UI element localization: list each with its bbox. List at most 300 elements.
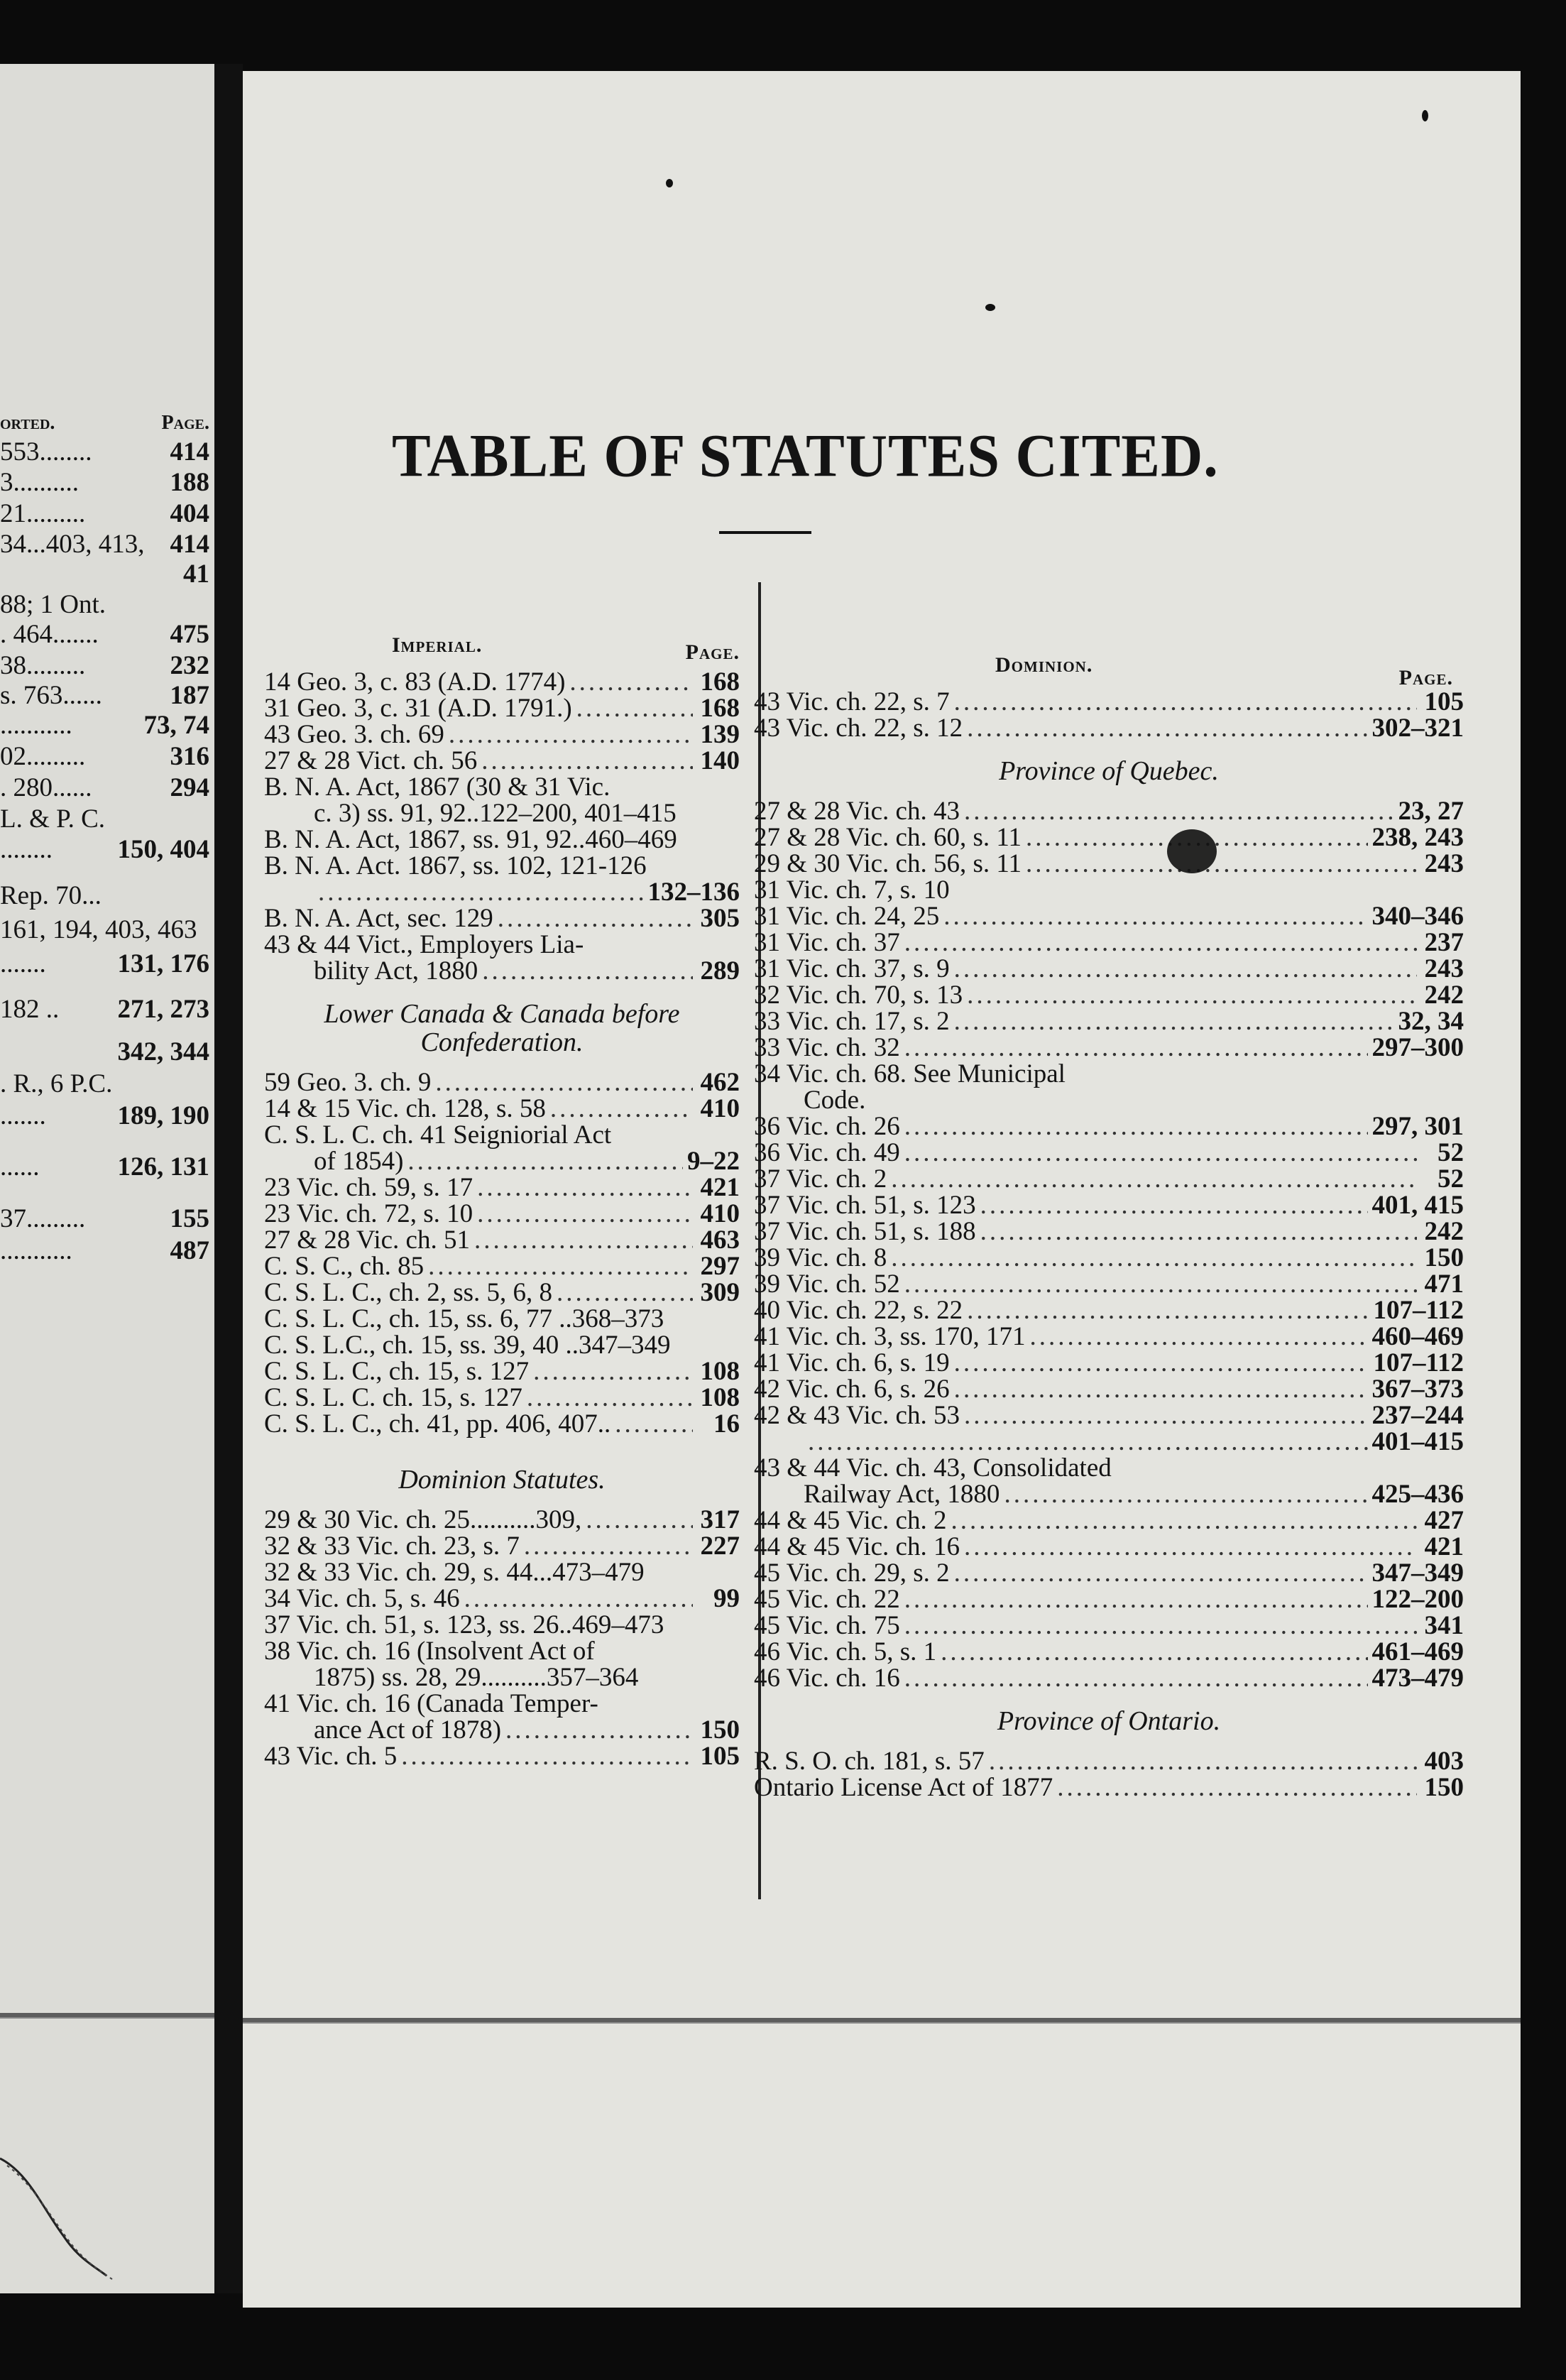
left-fragment-page: 131, 176 (117, 949, 209, 978)
page-number: 347–349 (1371, 1559, 1464, 1588)
page-number: 460–469 (1371, 1322, 1464, 1351)
citation-row (754, 1061, 1464, 1087)
leader-dots (586, 1507, 693, 1533)
citation-text: bility Act, 1880 (314, 956, 478, 986)
citation-text: 43 Vic. ch. 5 (264, 1742, 398, 1771)
citation-row (754, 1087, 1464, 1113)
citation-row (264, 1559, 740, 1585)
page-number: 243 (1424, 954, 1464, 983)
citation-row (754, 1271, 1464, 1297)
left-fragment-page: 232 (170, 651, 209, 680)
citation-row (264, 1174, 740, 1201)
citation-row (264, 1358, 740, 1385)
left-fragment-text: ........... (0, 1236, 72, 1265)
page-number: 410 (700, 1199, 740, 1228)
citation-row (754, 1586, 1464, 1612)
leader-dots (964, 798, 1394, 824)
page-number: 52 (1438, 1138, 1464, 1167)
citation-row (754, 1774, 1464, 1801)
page-bottom-rule (243, 2018, 1521, 2024)
citation-text: B. N. A. Act, sec. 129 (264, 904, 493, 933)
leader-dots (318, 879, 644, 905)
leader-dots (964, 1534, 1417, 1560)
ink-blot (1167, 829, 1217, 873)
citation-text: B. N. A. Act, 1867 (30 & 31 Vic. (264, 773, 610, 802)
page-label: Page. (1398, 666, 1453, 689)
citation-text: Ontario License Act of 1877 (754, 1773, 1053, 1802)
leader-dots (1030, 1323, 1368, 1350)
citation-row (754, 824, 1464, 851)
leader-dots (904, 1140, 1417, 1166)
leader-dots (904, 1113, 1368, 1140)
citation-text: 29 & 30 Vic. ch. 25..........309, (264, 1505, 582, 1534)
page-number: 140 (700, 746, 740, 775)
page-number: 150 (1424, 1243, 1464, 1272)
leader-dots (482, 958, 693, 984)
citation-row (264, 748, 740, 774)
citation-row (754, 982, 1464, 1008)
page-number: 289 (700, 956, 740, 986)
leader-dots (464, 1585, 693, 1612)
dominion-list (754, 689, 1464, 741)
page-number: 367–373 (1371, 1375, 1464, 1404)
leader-dots (904, 1271, 1417, 1297)
citation-text: Railway Act, 1880 (804, 1480, 1000, 1509)
citation-text: 27 & 28 Vic. ch. 60, s. 11 (754, 823, 1022, 852)
leader-dots (967, 1297, 1369, 1323)
left-fragment-page: 126, 131 (117, 1152, 209, 1181)
citation-text: 32 & 33 Vic. ch. 29, s. 44...473–479 (264, 1558, 645, 1587)
citation-row (264, 1096, 740, 1122)
citation-text: 31 Vic. ch. 7, s. 10 (754, 875, 950, 905)
citation-text: 31 Geo. 3, c. 31 (A.D. 1791.) (264, 694, 572, 723)
leader-dots (533, 1358, 693, 1385)
leader-dots (524, 1533, 693, 1559)
citation-row (264, 1279, 740, 1306)
leader-dots (954, 1350, 1369, 1376)
left-fragment-page: 188 (170, 468, 209, 497)
citation-text: C. S. L. C., ch. 41, pp. 406, 407.. (264, 1409, 611, 1439)
citation-row (264, 1533, 740, 1559)
citation-text: 43 Vic. ch. 22, s. 7 (754, 687, 950, 716)
citation-text: 43 & 44 Vict., Employers Lia- (264, 930, 584, 959)
left-fragment-page: 414 (170, 437, 209, 466)
citation-text: 45 Vic. ch. 29, s. 2 (754, 1559, 950, 1588)
left-fragment-text: 3.......... (0, 468, 79, 497)
citation-text: 41 Vic. ch. 16 (Canada Temper- (264, 1689, 598, 1718)
citation-text: C. S. L. C. ch. 15, s. 127 (264, 1383, 522, 1412)
citation-text: 42 Vic. ch. 6, s. 26 (754, 1375, 950, 1404)
imperial-list (264, 669, 740, 984)
citation-text: 14 Geo. 3, c. 83 (A.D. 1774) (264, 667, 566, 697)
left-fragment-page: 187 (170, 681, 209, 710)
left-fragment-page: 150, 404 (117, 835, 209, 864)
leader-dots (941, 1639, 1367, 1665)
left-column (264, 632, 740, 1769)
left-fragment-text: 182 .. (0, 995, 60, 1024)
leader-dots (498, 905, 693, 932)
leader-dots (550, 1096, 693, 1122)
left-fragment-text: 34...403, 413, (0, 530, 145, 559)
page-number: 317 (700, 1505, 740, 1534)
page-number: 340–346 (1371, 902, 1464, 931)
page-number: 425–436 (1371, 1480, 1464, 1509)
page-title: TABLE OF STATUTES CITED. (392, 421, 1219, 490)
citation-row (754, 1639, 1464, 1665)
citation-text: 32 Vic. ch. 70, s. 13 (754, 981, 963, 1010)
citation-row (264, 932, 740, 958)
citation-row (754, 1376, 1464, 1402)
citation-row (264, 1332, 740, 1358)
left-fragment-text: . 280...... (0, 773, 92, 802)
page-number: 297 (700, 1252, 740, 1281)
page-number: 462 (700, 1068, 740, 1097)
citation-text: 29 & 30 Vic. ch. 56, s. 11 (754, 849, 1022, 878)
citation-row (754, 689, 1464, 715)
dominion-statutes-list (264, 1507, 740, 1769)
leader-dots (954, 689, 1417, 715)
leader-dots (401, 1743, 693, 1769)
leader-dots (904, 1586, 1368, 1612)
citation-row (264, 1201, 740, 1227)
citation-text: 1875) ss. 28, 29..........357–364 (314, 1663, 639, 1692)
left-page-rule (0, 2013, 214, 2019)
citation-row (754, 1481, 1464, 1507)
leader-dots (904, 1612, 1417, 1639)
citation-row (264, 1691, 740, 1717)
left-fragment-page: 189, 190 (117, 1101, 209, 1130)
quebec-list (754, 798, 1464, 1691)
citation-row (754, 956, 1464, 982)
citation-text: 31 Vic. ch. 37 (754, 928, 900, 957)
citation-text: C. S. C., ch. 85 (264, 1252, 425, 1281)
left-fragment-page: 294 (170, 773, 209, 802)
citation-row (754, 1008, 1464, 1035)
citation-text: C. S. L. C., ch. 15, s. 127 (264, 1357, 530, 1386)
page-number: 341 (1424, 1611, 1464, 1640)
left-fragment-text: 38......... (0, 651, 86, 680)
leader-dots (808, 1429, 1368, 1455)
left-fragment-page: 487 (170, 1236, 209, 1265)
page-number: 150 (1424, 1773, 1464, 1802)
left-fragment-header-page: Page. (161, 412, 209, 434)
page-number: 9–22 (687, 1147, 740, 1176)
left-fragment-page: 73, 74 (143, 711, 209, 740)
citation-row (754, 1245, 1464, 1271)
leader-dots (576, 695, 693, 721)
leader-dots (615, 1411, 693, 1437)
citation-text: C. S. L.C., ch. 15, ss. 39, 40 ..347–349 (264, 1331, 671, 1360)
citation-row (754, 1402, 1464, 1429)
leader-dots (1057, 1774, 1417, 1801)
leader-dots (891, 1245, 1417, 1271)
citation-text: 38 Vic. ch. 16 (Insolvent Act of (264, 1637, 595, 1666)
leader-dots (477, 1174, 693, 1201)
citation-row (754, 1429, 1464, 1455)
citation-row (754, 1323, 1464, 1350)
citation-text: C. S. L. C., ch. 2, ss. 5, 6, 8 (264, 1278, 553, 1307)
citation-row (264, 1253, 740, 1279)
citation-text: 31 Vic. ch. 24, 25 (754, 902, 940, 931)
citation-row (264, 1743, 740, 1769)
citation-text: 45 Vic. ch. 75 (754, 1611, 900, 1640)
citation-text: 59 Geo. 3. ch. 9 (264, 1068, 432, 1097)
citation-text: 39 Vic. ch. 52 (754, 1270, 900, 1299)
citation-row (264, 879, 740, 905)
leader-dots (449, 721, 693, 748)
page-number: 52 (1438, 1164, 1464, 1194)
left-fragment-text: 161, 194, 403, 463 (0, 915, 197, 944)
citation-row (264, 1411, 740, 1437)
citation-text: 36 Vic. ch. 26 (754, 1112, 900, 1141)
citation-row (754, 1612, 1464, 1639)
book-spine-gutter (214, 64, 243, 2293)
page-number: 403 (1424, 1747, 1464, 1776)
citation-text: 41 Vic. ch. 6, s. 19 (754, 1348, 950, 1377)
citation-text: 45 Vic. ch. 22 (754, 1585, 900, 1614)
leader-dots (557, 1279, 693, 1306)
leader-dots (954, 1008, 1394, 1035)
citation-text: 41 Vic. ch. 3, ss. 170, 171 (754, 1322, 1026, 1351)
citation-row (754, 851, 1464, 877)
page-number: 108 (700, 1357, 740, 1386)
left-fragment-text: 02......... (0, 742, 86, 771)
left-fragment-page: 414 (170, 530, 209, 559)
citation-row (754, 1507, 1464, 1534)
citation-row (754, 1534, 1464, 1560)
page-number: 107–112 (1373, 1348, 1464, 1377)
citation-text: 34 Vic. ch. 5, s. 46 (264, 1584, 460, 1613)
citation-text: R. S. O. ch. 181, s. 57 (754, 1747, 985, 1776)
imperial-heading: Imperial. (392, 633, 483, 657)
page-number: 421 (700, 1173, 740, 1202)
leader-dots (943, 903, 1367, 929)
citation-text: C. S. L. C., ch. 15, ss. 6, 77 ..368–373 (264, 1304, 664, 1333)
page-number: 132–136 (647, 878, 740, 907)
citation-row (264, 1638, 740, 1664)
left-fragment-text: 21......... (0, 499, 86, 528)
citation-row (754, 877, 1464, 903)
citation-row (264, 721, 740, 748)
leader-dots (954, 1376, 1368, 1402)
left-fragment-text: 88; 1 Ont. (0, 590, 106, 619)
citation-text: 40 Vic. ch. 22, s. 22 (754, 1296, 963, 1325)
citation-row (754, 903, 1464, 929)
citation-text: 46 Vic. ch. 5, s. 1 (754, 1637, 937, 1666)
page-number: 243 (1424, 849, 1464, 878)
title-underline (719, 531, 811, 534)
left-fragment-text: L. & P. C. (0, 804, 106, 834)
left-fragment-page: 271, 273 (117, 995, 209, 1024)
leader-dots (954, 1560, 1368, 1586)
citation-text: 43 Geo. 3. ch. 69 (264, 720, 444, 749)
page-number: 168 (700, 694, 740, 723)
leader-dots (474, 1227, 693, 1253)
citation-row (754, 1113, 1464, 1140)
citation-row (264, 1612, 740, 1638)
leader-dots (477, 1201, 693, 1227)
citation-text: 42 & 43 Vic. ch. 53 (754, 1401, 960, 1430)
quebec-heading: Province of Quebec. (999, 756, 1219, 786)
left-fragment-text: ........... (0, 711, 72, 740)
citation-row (754, 1297, 1464, 1323)
left-fragment-text: ....... (0, 949, 46, 978)
citation-row (754, 1560, 1464, 1586)
citation-text: 31 Vic. ch. 37, s. 9 (754, 954, 950, 983)
page-number: 473–479 (1371, 1664, 1464, 1693)
ink-speck (1422, 110, 1428, 121)
left-fragment-page: 155 (170, 1204, 209, 1233)
imperial-column-header (264, 632, 740, 669)
citation-row (754, 1140, 1464, 1166)
left-fragment-text: ........ (0, 835, 53, 864)
citation-text: 37 Vic. ch. 51, s. 123, ss. 26..469–473 (264, 1610, 664, 1639)
page-number: 471 (1424, 1270, 1464, 1299)
leader-dots (1026, 851, 1417, 877)
dominion-heading: Dominion. (995, 653, 1093, 677)
page-number: 427 (1424, 1506, 1464, 1535)
leader-dots (904, 1665, 1368, 1691)
citation-text: 14 & 15 Vic. ch. 128, s. 58 (264, 1094, 546, 1123)
citation-row (754, 715, 1464, 741)
lower-canada-heading: Lower Canada & Canada before Confederation. (324, 999, 680, 1057)
citation-row (264, 800, 740, 826)
page-number: 150 (700, 1715, 740, 1745)
leader-dots (980, 1192, 1368, 1218)
page-number: 105 (700, 1742, 740, 1771)
citation-row (264, 1148, 740, 1174)
page-number: 99 (713, 1584, 740, 1613)
leader-dots (967, 715, 1367, 741)
citation-row (264, 774, 740, 800)
citation-text: 23 Vic. ch. 59, s. 17 (264, 1173, 473, 1202)
left-fragment-text: 553........ (0, 437, 92, 466)
leader-dots (980, 1218, 1417, 1245)
leader-dots (967, 982, 1417, 1008)
main-page (243, 71, 1521, 2308)
page-number: 463 (700, 1226, 740, 1255)
ontario-list (754, 1748, 1464, 1801)
leader-dots (904, 1035, 1368, 1061)
left-fragment-text: . R., 6 P.C. (0, 1069, 113, 1098)
page-number: 421 (1424, 1532, 1464, 1561)
citation-row (264, 958, 740, 984)
right-column (754, 652, 1464, 1801)
page-number: 305 (700, 904, 740, 933)
citation-text: 33 Vic. ch. 32 (754, 1033, 900, 1062)
ink-speck (666, 179, 673, 187)
citation-text: 37 Vic. ch. 51, s. 188 (754, 1217, 976, 1246)
left-fragment-text: Rep. 70... (0, 881, 102, 910)
citation-text: B. N. A. Act, 1867, ss. 91, 92..460–469 (264, 825, 677, 854)
citation-row (754, 1748, 1464, 1774)
citation-row (264, 826, 740, 853)
citation-text: 27 & 28 Vict. ch. 56 (264, 746, 478, 775)
citation-row (754, 798, 1464, 824)
left-fragment-page: 41 (183, 559, 209, 589)
page-number: 105 (1424, 687, 1464, 716)
page-number: 401–415 (1371, 1427, 1464, 1456)
ink-speck (985, 304, 995, 311)
page-number: 242 (1424, 1217, 1464, 1246)
citation-row (754, 1166, 1464, 1192)
citation-text: 46 Vic. ch. 16 (754, 1664, 900, 1693)
page-number: 297, 301 (1371, 1112, 1464, 1141)
dominion-column-header (754, 652, 1464, 689)
citation-row (264, 669, 740, 695)
citation-text: c. 3) ss. 91, 92..122–200, 401–415 (314, 799, 677, 828)
page-number: 168 (700, 667, 740, 697)
dominion-statutes-heading: Dominion Statutes. (398, 1465, 606, 1495)
page-number: 309 (700, 1278, 740, 1307)
leader-dots (527, 1385, 693, 1411)
citation-row (754, 1665, 1464, 1691)
citation-text: 34 Vic. ch. 68. See Municipal (754, 1059, 1066, 1088)
citation-text: 33 Vic. ch. 17, s. 2 (754, 1007, 950, 1036)
left-fragment-header-label: orted. (0, 412, 55, 434)
citation-text: 39 Vic. ch. 8 (754, 1243, 887, 1272)
page-number: 302–321 (1371, 714, 1464, 743)
page-number: 107–112 (1373, 1296, 1464, 1325)
citation-row (264, 1717, 740, 1743)
citation-row (264, 905, 740, 932)
page-number: 32, 34 (1398, 1007, 1464, 1036)
citation-text: B. N. A. Act. 1867, ss. 102, 121-126 (264, 851, 647, 880)
page-number: 237–244 (1371, 1401, 1464, 1430)
lower-canada-list (264, 1069, 740, 1437)
leader-dots (569, 669, 693, 695)
page-number: 122–200 (1371, 1585, 1464, 1614)
left-fragment-page: 404 (170, 499, 209, 528)
left-fragment-text: 37......... (0, 1204, 86, 1233)
citation-row (264, 1385, 740, 1411)
citation-text: 37 Vic. ch. 2 (754, 1164, 887, 1194)
citation-row (264, 1306, 740, 1332)
citation-text: of 1854) (314, 1147, 404, 1176)
citation-row (754, 1192, 1464, 1218)
citation-row (754, 1455, 1464, 1481)
page-number: 108 (700, 1383, 740, 1412)
citation-row (264, 853, 740, 879)
citation-text: 43 Vic. ch. 22, s. 12 (754, 714, 963, 743)
citation-row (264, 1585, 740, 1612)
left-fragment-text: s. 763...... (0, 681, 102, 710)
page-number: 227 (700, 1532, 740, 1561)
citation-row (264, 1069, 740, 1096)
citation-text: ance Act of 1878) (314, 1715, 502, 1745)
ontario-heading: Province of Ontario. (997, 1706, 1221, 1736)
page-number: 410 (700, 1094, 740, 1123)
leader-dots (891, 1166, 1417, 1192)
citation-text: 27 & 28 Vic. ch. 43 (754, 797, 960, 826)
left-fragment-page: 316 (170, 742, 209, 771)
page-number: 237 (1424, 928, 1464, 957)
citation-text: C. S. L. C. ch. 41 Seigniorial Act (264, 1120, 612, 1150)
citation-row (754, 929, 1464, 956)
leader-dots (1004, 1481, 1367, 1507)
page-number: 139 (700, 720, 740, 749)
leader-dots (954, 956, 1417, 982)
citation-text: Code. (804, 1086, 866, 1115)
page-number: 297–300 (1371, 1033, 1464, 1062)
citation-text: 43 & 44 Vic. ch. 43, Consolidated (754, 1453, 1112, 1483)
citation-text: 44 & 45 Vic. ch. 2 (754, 1506, 947, 1535)
citation-row (754, 1218, 1464, 1245)
page-number: 242 (1424, 981, 1464, 1010)
left-fragment-text: ....... (0, 1101, 46, 1130)
left-fragment-page: 342, 344 (117, 1037, 209, 1066)
page-number: 23, 27 (1398, 797, 1464, 826)
